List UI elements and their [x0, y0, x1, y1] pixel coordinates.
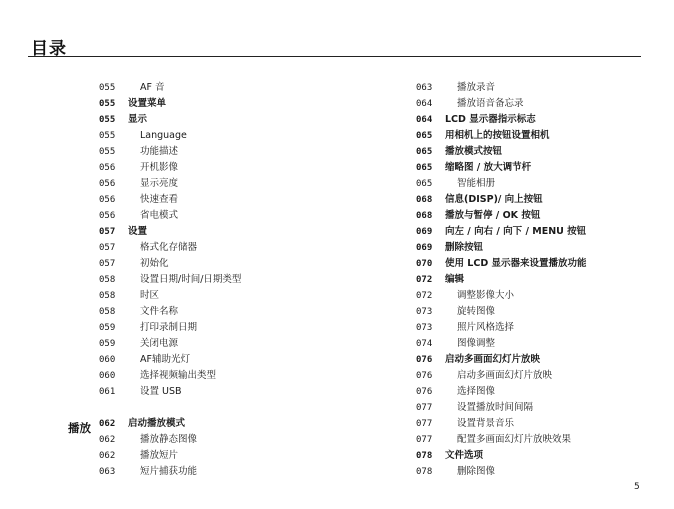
- toc-entry[interactable]: [416, 352, 656, 368]
- toc-entry-title: 播放模式按钮: [445, 146, 503, 157]
- toc-entry[interactable]: [99, 400, 379, 416]
- toc-entry-title: AF辅助光灯: [140, 354, 190, 365]
- toc-entry-page: 074: [416, 339, 433, 349]
- toc-entry-page: 062: [99, 419, 116, 429]
- toc-entry-title: 设置日期/时间/日期类型: [140, 274, 242, 285]
- toc-entry-title: 播放录音: [457, 82, 496, 93]
- toc-entry-title: 选择视频输出类型: [140, 370, 217, 381]
- toc-entry-page: 078: [416, 451, 433, 461]
- toc-entry-title: 向左 / 向右 / 向下 / MENU 按钮: [445, 226, 587, 237]
- toc-entry-title: 播放与暂停 / OK 按钮: [445, 210, 541, 221]
- toc-entry-page: 077: [416, 419, 433, 429]
- toc-entry-title: 显示: [128, 114, 148, 125]
- toc-entry-title: 快速查看: [140, 194, 179, 205]
- toc-entry[interactable]: [99, 272, 379, 288]
- toc-entry[interactable]: [99, 384, 379, 400]
- toc-entry-title: 省电模式: [140, 210, 179, 221]
- toc-entry-title: 启动多画面幻灯片放映: [457, 370, 553, 381]
- toc-entry-page: 076: [416, 371, 433, 381]
- toc-entry-page: 073: [416, 307, 433, 317]
- toc-entry[interactable]: [99, 352, 379, 368]
- toc-entry-page: 072: [416, 291, 433, 301]
- toc-entry-title: 调整影像大小: [457, 290, 515, 301]
- toc-entry[interactable]: [416, 400, 656, 416]
- toc-left-column: [99, 80, 379, 480]
- toc-entry-title: 启动多画面幻灯片放映: [445, 354, 541, 365]
- toc-entry-title: 缩略图 / 放大调节杆: [445, 162, 532, 173]
- toc-entry[interactable]: [99, 448, 379, 464]
- toc-entry[interactable]: [99, 208, 379, 224]
- toc-entry-title: 用相机上的按钮设置相机: [445, 130, 550, 141]
- toc-entry-page: 058: [99, 307, 116, 317]
- toc-entry[interactable]: [99, 368, 379, 384]
- toc-entry-title: 初始化: [140, 258, 169, 269]
- toc-entry[interactable]: [416, 432, 656, 448]
- toc-entry-title: AF 音: [140, 82, 165, 93]
- toc-entry-page: 056: [99, 211, 116, 221]
- toc-entry[interactable]: [416, 144, 656, 160]
- toc-entry-page: 055: [99, 83, 116, 93]
- toc-entry-page: 056: [99, 163, 116, 173]
- toc-entry[interactable]: [416, 240, 656, 256]
- toc-entry-page: 077: [416, 435, 433, 445]
- toc-entry-title: 编辑: [445, 274, 465, 285]
- page-number: 5: [634, 482, 640, 492]
- toc-entry[interactable]: [416, 192, 656, 208]
- toc-entry-page: 064: [416, 115, 433, 125]
- toc-entry[interactable]: [99, 128, 379, 144]
- toc-entry[interactable]: [416, 224, 656, 240]
- toc-entry[interactable]: [99, 304, 379, 320]
- title-divider: [28, 56, 641, 57]
- toc-entry-title: 信息(DISP)/ 向上按钮: [445, 194, 543, 205]
- toc-entry-title: 照片风格选择: [457, 322, 515, 333]
- toc-entry[interactable]: [99, 416, 379, 432]
- toc-entry-page: 070: [416, 259, 433, 269]
- toc-entry[interactable]: [99, 80, 379, 96]
- toc-entry-page: 069: [416, 243, 433, 253]
- toc-entry[interactable]: [99, 192, 379, 208]
- toc-entry[interactable]: [99, 224, 379, 240]
- toc-entry-title: 删除按钮: [445, 242, 484, 253]
- toc-entry-title: 智能相册: [457, 178, 496, 189]
- toc-entry-page: 055: [99, 115, 116, 125]
- toc-entry-title: 播放语音备忘录: [457, 98, 524, 109]
- toc-entry[interactable]: [99, 160, 379, 176]
- toc-entry-page: 056: [99, 179, 116, 189]
- toc-entry[interactable]: [416, 208, 656, 224]
- page-title: 目录: [31, 39, 67, 59]
- toc-entry-title: LCD 显示器指示标志: [445, 114, 536, 125]
- toc-entry-page: 057: [99, 259, 116, 269]
- toc-entry-title: 启动播放模式: [128, 418, 186, 429]
- toc-entry-title: 配置多画面幻灯片放映效果: [457, 434, 572, 445]
- toc-entry-page: 057: [99, 227, 116, 237]
- toc-entry-title: 选择图像: [457, 386, 496, 397]
- toc-entry-title: 开机影像: [140, 162, 179, 173]
- toc-entry-title: 图像调整: [457, 338, 496, 349]
- toc-entry-page: 057: [99, 243, 116, 253]
- toc-entry-page: 065: [416, 163, 433, 173]
- toc-entry-title: 旋转图像: [457, 306, 496, 317]
- toc-entry-title: 关闭电源: [140, 338, 179, 349]
- toc-entry-page: 068: [416, 211, 433, 221]
- toc-entry-page: 061: [99, 387, 116, 397]
- toc-entry-title: 文件名称: [140, 306, 179, 317]
- toc-entry-page: 065: [416, 131, 433, 141]
- toc-entry-page: 063: [416, 83, 433, 93]
- toc-entry-page: 073: [416, 323, 433, 333]
- toc-entry[interactable]: [416, 304, 656, 320]
- toc-entry[interactable]: [416, 320, 656, 336]
- toc-entry-title: 播放短片: [140, 450, 179, 461]
- toc-entry[interactable]: [99, 336, 379, 352]
- toc-entry-title: 设置背景音乐: [457, 418, 515, 429]
- toc-entry-title: 打印录制日期: [140, 322, 198, 333]
- toc-entry[interactable]: [416, 272, 656, 288]
- toc-entry-page: 078: [416, 467, 433, 477]
- toc-entry[interactable]: [416, 160, 656, 176]
- toc-entry-page: 072: [416, 275, 433, 285]
- toc-entry[interactable]: [416, 128, 656, 144]
- toc-entry-title: 设置播放时间间隔: [457, 402, 534, 413]
- toc-entry-page: 063: [99, 467, 116, 477]
- section-label: 播放: [68, 421, 91, 435]
- toc-entry[interactable]: [416, 416, 656, 432]
- toc-entry[interactable]: [99, 320, 379, 336]
- toc-entry-page: 056: [99, 195, 116, 205]
- toc-entry-title: Language: [140, 130, 187, 141]
- toc-entry[interactable]: [416, 112, 656, 128]
- toc-entry-title: 删除图像: [457, 466, 496, 477]
- toc-entry[interactable]: [99, 256, 379, 272]
- toc-entry-title: 功能描述: [140, 146, 179, 157]
- toc-entry-page: 062: [99, 435, 116, 445]
- toc-entry[interactable]: [416, 384, 656, 400]
- toc-entry-page: 055: [99, 131, 116, 141]
- toc-right-column: [416, 80, 656, 480]
- toc-entry-page: 076: [416, 355, 433, 365]
- toc-entry-title: 格式化存储器: [140, 242, 198, 253]
- toc-entry-page: 058: [99, 275, 116, 285]
- toc-entry-title: 短片捕获功能: [140, 466, 198, 477]
- toc-entry-page: 055: [99, 99, 116, 109]
- toc-entry-page: 064: [416, 99, 433, 109]
- toc-entry-title: 使用 LCD 显示器来设置播放功能: [445, 258, 587, 269]
- toc-entry-page: 069: [416, 227, 433, 237]
- toc-entry-page: 060: [99, 371, 116, 381]
- toc-entry[interactable]: [99, 432, 379, 448]
- toc-entry[interactable]: [99, 176, 379, 192]
- toc-entry[interactable]: [416, 176, 656, 192]
- toc-entry[interactable]: [99, 96, 379, 112]
- toc-entry-title: 播放静态图像: [140, 434, 198, 445]
- toc-entry-page: 059: [99, 323, 116, 333]
- toc-entry-page: 077: [416, 403, 433, 413]
- toc-entry[interactable]: [99, 112, 379, 128]
- toc-entry-title: 设置 USB: [140, 386, 182, 397]
- toc-entry[interactable]: [416, 448, 656, 464]
- toc-entry[interactable]: [99, 288, 379, 304]
- toc-entry-title: 文件选项: [445, 450, 484, 461]
- toc-entry-title: 显示亮度: [140, 178, 179, 189]
- toc-entry-page: 076: [416, 387, 433, 397]
- toc-entry[interactable]: [416, 80, 656, 96]
- toc-entry-title: 设置: [128, 226, 148, 237]
- toc-entry-page: 055: [99, 147, 116, 157]
- toc-entry-page: 068: [416, 195, 433, 205]
- toc-entry[interactable]: [416, 368, 656, 384]
- toc-entry-page: 065: [416, 147, 433, 157]
- toc-entry[interactable]: [416, 336, 656, 352]
- toc-entry-page: 065: [416, 179, 433, 189]
- toc-entry[interactable]: [416, 256, 656, 272]
- toc-entry-page: 060: [99, 355, 116, 365]
- toc-entry[interactable]: [99, 144, 379, 160]
- toc-entry-title: 设置菜单: [128, 98, 167, 109]
- toc-entry-page: 062: [99, 451, 116, 461]
- toc-entry[interactable]: [416, 96, 656, 112]
- toc-entry-title: 时区: [140, 290, 160, 301]
- toc-entry[interactable]: [99, 240, 379, 256]
- toc-entry[interactable]: [416, 464, 656, 480]
- toc-entry[interactable]: [416, 288, 656, 304]
- toc-entry-page: 059: [99, 339, 116, 349]
- toc-entry-page: 058: [99, 291, 116, 301]
- toc-entry[interactable]: [99, 464, 379, 480]
